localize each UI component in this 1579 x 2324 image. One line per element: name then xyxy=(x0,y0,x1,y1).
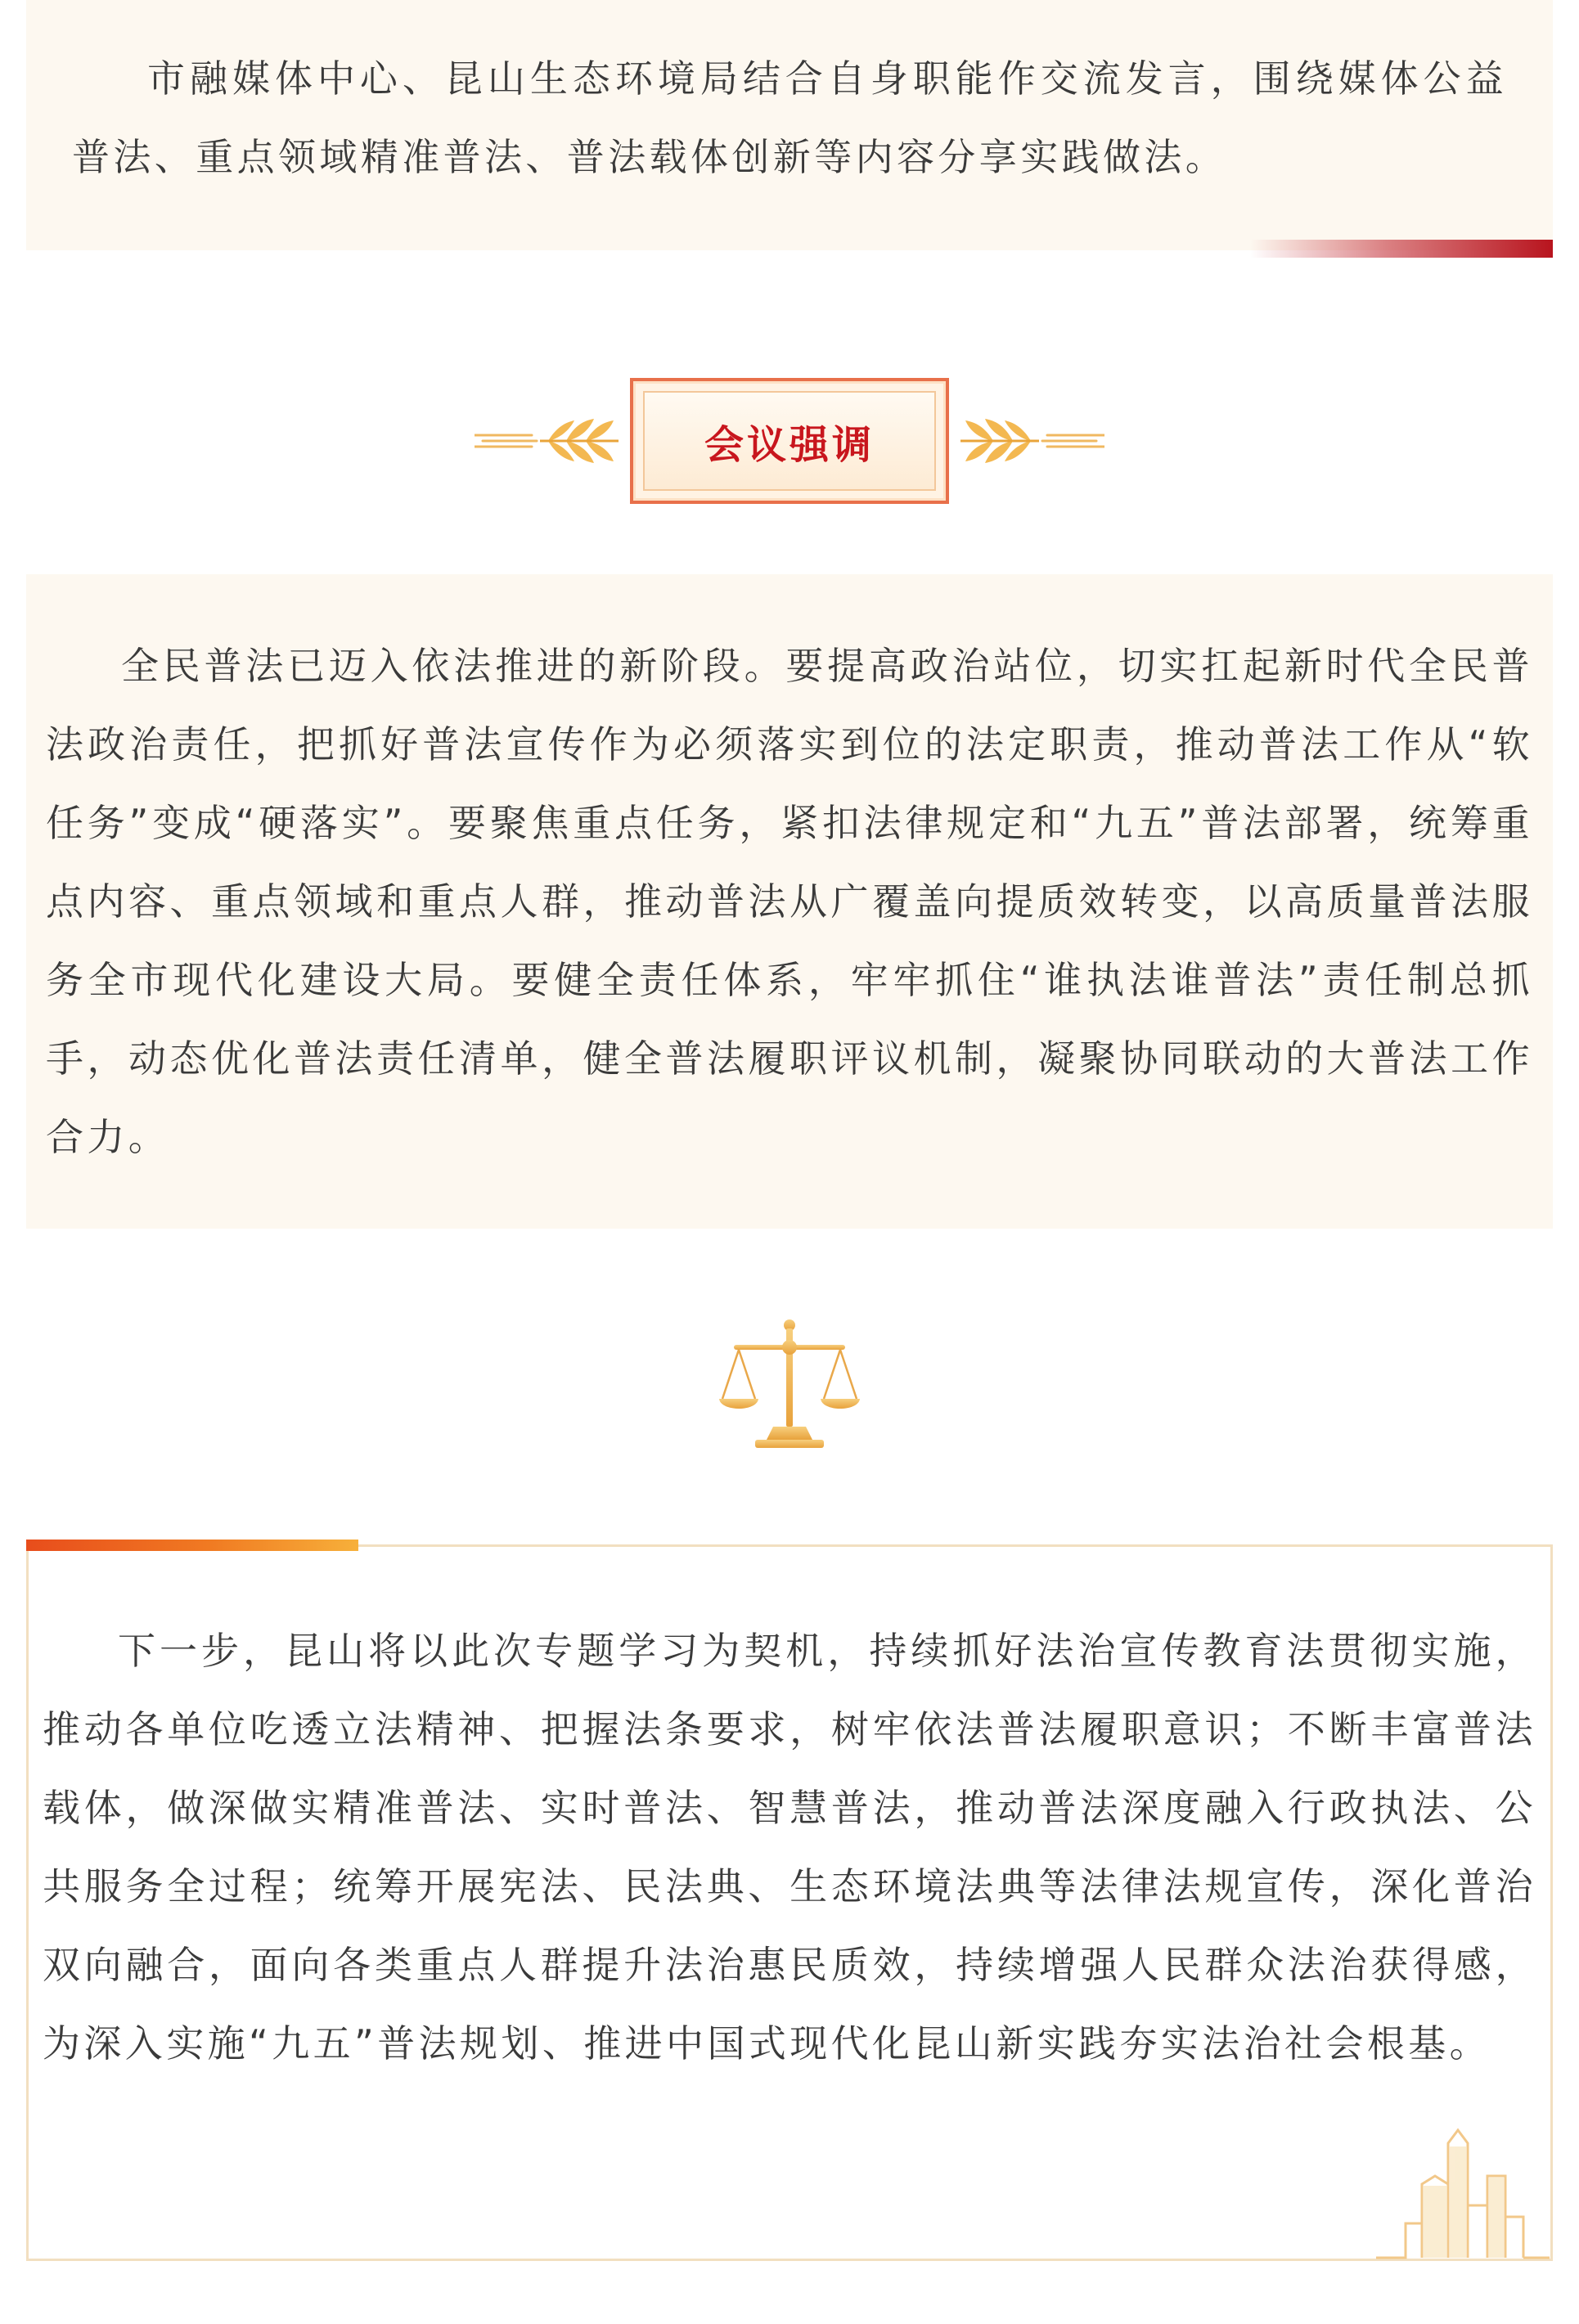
heading-badge-inner xyxy=(643,391,936,491)
top-accent-bar xyxy=(1250,240,1553,258)
bottom-accent-bar xyxy=(26,1540,358,1551)
intro-panel xyxy=(26,0,1553,250)
section-heading xyxy=(0,378,1579,504)
heading-badge xyxy=(630,378,949,504)
next-steps-text-wrap xyxy=(43,1612,1536,2083)
wheat-ear-icon xyxy=(957,411,1104,471)
emphasis-text-wrap xyxy=(46,627,1533,1176)
emphasis-paragraph: 全民普法已迈入依法推进的新阶段。要提高政治站位，切实扛起新时代全民普法政治责任，把抓好普法宣传作为必须落实到位的法定职责，推动普法工作从“软任务”变成“硬落实”。要聚焦重点任务，紧扣法律规定和“九五”普法部署，统筹重点内容、重点领域和重点人群，推动普法从广覆盖向提质效转变，以高质量普法服务全市现代化建设大局。要健全责任体系，牢牢抓住“谁执法谁普法”责任制总抓手，动态优化普法责任清单，健全普法履职评议机制，凝聚协同联动的大普法工作合力。 xyxy=(46,644,1533,1159)
intro-paragraph: 市融媒体中心、昆山生态环境局结合自身职能作交流发言，围绕媒体公益普法、重点领域精准普法、普法载体创新等内容分享实践做法。 xyxy=(72,56,1507,179)
heading-title: 会议强调 xyxy=(704,421,875,468)
scales-of-justice-icon xyxy=(716,1317,863,1456)
city-skyline-icon xyxy=(1373,2127,1553,2261)
next-steps-paragraph: 下一步，昆山将以此次专题学习为契机，持续抓好法治宣传教育法贯彻实施，推动各单位吃透立法精神、把握法条要求，树牢依法普法履职意识；不断丰富普法载体，做深做实精准普法、实时普法、智慧普法，推动普法深度融入行政执法、公共服务全过程；统筹开展宪法、民法典、生态环境法典等法律法规宣传，深化普治双向融合，面向各类重点人群提升法治惠民质效，持续增强人民群众法治获得感，为深入实施“九五”普法规划、推进中国式现代化昆山新实践夯实法治社会根基。 xyxy=(43,1629,1536,2066)
wheat-ear-icon xyxy=(475,411,622,471)
